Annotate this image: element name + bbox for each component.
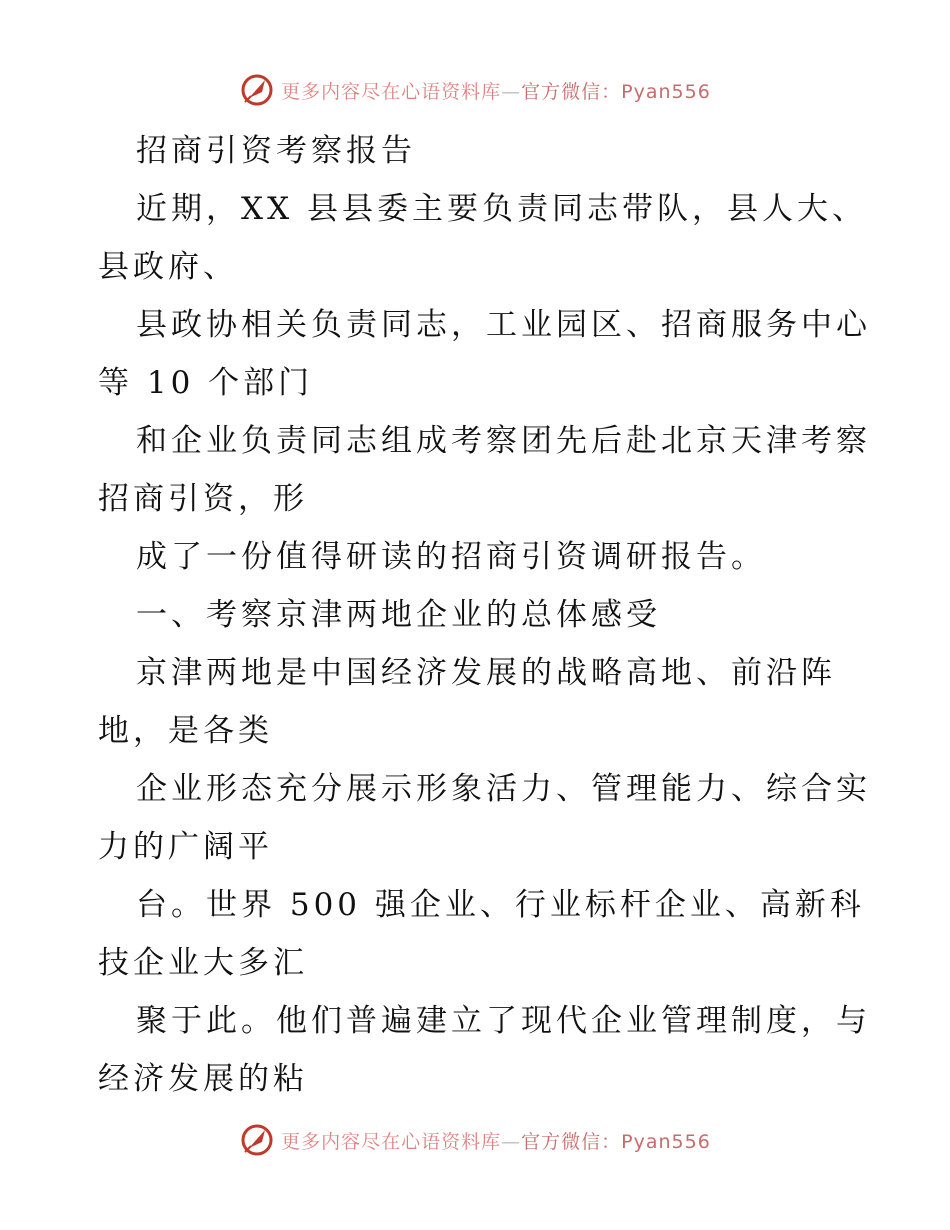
- paragraph-line: 和企业负责同志组成考察团先后赴北京天津考察: [136, 423, 871, 459]
- paragraph-line: 企业形态充分展示形象活力、管理能力、综合实: [136, 771, 871, 807]
- paragraph-line: 力的广阔平: [98, 829, 273, 865]
- paragraph-line: 县政府、: [98, 249, 238, 285]
- paragraph-line: 技企业大多汇: [98, 945, 308, 981]
- quill-logo-icon: [239, 1122, 275, 1158]
- quill-logo-icon: [239, 72, 275, 108]
- paragraph-line: 成了一份值得研读的招商引资调研报告。: [136, 539, 766, 575]
- banner-main-text: 更多内容尽在心语资料库: [281, 80, 502, 103]
- banner-main-text: 更多内容尽在心语资料库: [281, 1130, 502, 1153]
- paragraph-line: 地，是各类: [98, 713, 273, 749]
- paragraph-line: 近期，XX 县县委主要负责同志带队，县人大、: [136, 191, 867, 227]
- header-watermark-banner: [0, 70, 950, 110]
- paragraph-line: 聚于此。他们普遍建立了现代企业管理制度，与: [136, 1003, 871, 1039]
- banner-wechat-text: 官方微信：Pyan556: [521, 1130, 711, 1153]
- banner-separator: —: [501, 80, 522, 103]
- banner-separator: —: [501, 1130, 522, 1153]
- document-body: [98, 122, 898, 1108]
- paragraph-line: 县政协相关负责同志，工业园区、招商服务中心: [136, 307, 871, 343]
- paragraph-line: 经济发展的粘: [98, 1061, 308, 1097]
- document-title: 招商引资考察报告: [136, 133, 416, 169]
- paragraph-line: 京津两地是中国经济发展的战略高地、前沿阵: [136, 655, 836, 691]
- section-heading: 一、考察京津两地企业的总体感受: [136, 597, 661, 633]
- footer-watermark-banner: [0, 1120, 950, 1160]
- paragraph-line: 台。世界 500 强企业、行业标杆企业、高新科: [136, 887, 865, 923]
- paragraph-line: 等 10 个部门: [98, 365, 314, 401]
- banner-wechat-text: 官方微信：Pyan556: [521, 80, 711, 103]
- paragraph-line: 招商引资，形: [98, 481, 308, 517]
